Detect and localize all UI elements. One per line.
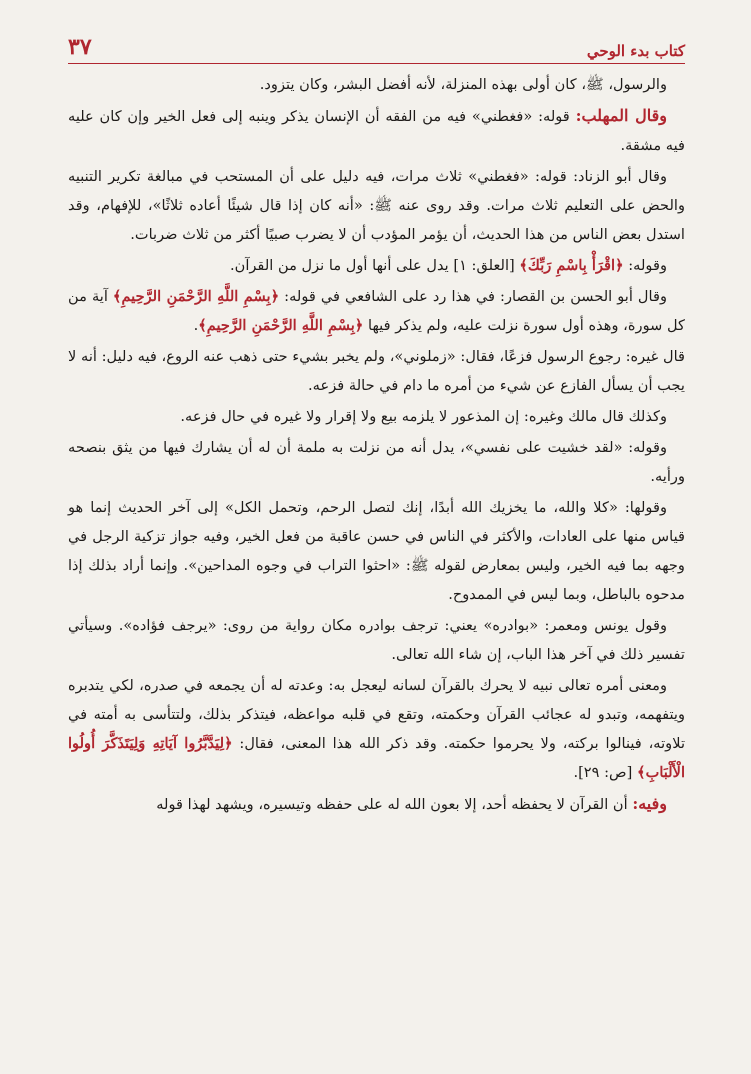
quran-quote: ﴿بِسْمِ اللَّهِ الرَّحْمَنِ الرَّحِيمِ﴾ [112,288,280,305]
paragraph [68,70,685,99]
paragraph-text: أن القرآن لا يحفظه أحد، إلا بعون الله له على حفظه وتيسيره، ويشهد لهذا قوله [156,796,633,813]
paragraph-text: قوله: «فغطني» فيه من الفقه أن الإنسان يذكر وينبه إلى فعل الخير وإن كان عليه فيه مشقة. [68,108,685,154]
paragraph-text: وقوله: «لقد خشيت على نفسي»، يدل أنه من نزلت به ملمة أن له أن يشارك فيها من يثق بنصحه ورأيه. [68,439,685,485]
paragraph [68,101,685,160]
speaker-label: وفيه: [632,794,667,813]
page-body [68,70,685,819]
paragraph-text: وقال أبو الحسن بن القصار: في هذا رد على الشافعي في قوله: [279,288,667,305]
paragraph-text: وقوله: [623,257,667,274]
chapter-title: كتاب بدء الوحي [586,42,685,60]
paragraph [68,251,685,280]
paragraph-text: آية من كل سورة، وهذه أول سورة نزلت عليه، ولم يذكر فيها [68,288,685,334]
paragraph [68,433,685,491]
quran-quote: ﴿لِيَدَّبَّرُوا آيَاتِهِ وَلِيَتَذَكَّرَ أُولُوا الْأَلْبَابِ﴾ [68,735,685,781]
paragraph-text: ومعنى أمره تعالى نبيه لا يحرك بالقرآن لسانه ليعجل به: وعدته له أن يجمعه في صدره، لكي يتدبره ويتفهمه، وتبدو له عجائب القرآن وحكمته، وتقع في قلبه مواعظه، فيتذكر بذلك، ولتتأسى به أمته في تلاوته، فينالوا بركته، ولا يحرموا حكمته. وقد ذكر الله هذا المعنى، فقال: [68,677,686,752]
paragraph [68,162,685,249]
paragraph [68,402,685,431]
paragraph [68,671,685,787]
speaker-label: وقال المهلب: [575,106,667,125]
paragraph-text: قال غيره: رجوع الرسول فزعًا، فقال: «زملوني»، ولم يخبر بشيء حتى ذهب عنه الروع، فيه دليل: أنه لا يجب أن يسأل الفازع عن شيء من أمره ما دام في حالة فزعه. [68,348,685,394]
paragraph [68,611,685,669]
paragraph-text: وكذلك قال مالك وغيره: إن المذعور لا يلزمه بيع ولا إقرار ولا غيره في حال فزعه. [180,408,667,425]
paragraph-text: [ص: ٢٩]. [573,764,638,781]
paragraph-text: والرسول، ﷺ، كان أولى بهذه المنزلة، لأنه أفضل البشر، وكان يتزود. [259,76,667,93]
paragraph-text: [العلق: ١] يدل على أنها أول ما نزل من القرآن. [229,257,520,274]
paragraph-text: وقولها: «كلا والله، ما يخزيك الله أبدًا، إنك لتصل الرحم، وتحمل الكل» إلى آخر الحديث إنما هو قياس منها على العادات، والأكثر في الناس في حسن عاقبة من فعل الخير، وفيه جواز تزكية الرجل في وجهه بما فيه الخير، وليس بمعارض لقوله ﷺ: «احثوا التراب في وجوه المداحين». وإنما أراد بذلك إذا مدحوه بالباطل، وبما ليس في الممدوح. [68,499,685,603]
paragraph [68,493,685,609]
paragraph-text: وقول يونس ومعمر: «بوادره» يعني: ترجف بوادره مكان رواية من روى: «يرجف فؤاده». وسيأتي تفسير ذلك في آخر هذا الباب، إن شاء الله تعالى. [68,617,685,663]
paragraph [68,789,685,819]
page-header [68,34,685,64]
quran-quote: ﴿بِسْمِ اللَّهِ الرَّحْمَنِ الرَّحِيمِ﴾ [198,317,364,334]
paragraph [68,342,685,400]
quran-quote: ﴿اقْرَأْ بِاسْمِ رَبِّكَ﴾ [519,257,624,274]
paragraph-text: وقال أبو الزناد: قوله: «فغطني» ثلاث مرات، فيه دليل على أن المستحب في مبالغة تكرير التنبيه والحض على التعليم ثلاث مرات. وقد روى عنه ﷺ: «أنه كان إذا قال شيئًا أعاده ثلاثًا»، للإفهام، وقد استدل بعض الناس من هذا الحديث، أن يؤمر المؤدب أن لا يضرب صبيًا أكثر من ثلاث ضربات. [68,168,685,243]
page-number: ٣٧ [68,34,92,60]
paragraph [68,282,685,340]
paragraph-text: . [193,317,199,334]
